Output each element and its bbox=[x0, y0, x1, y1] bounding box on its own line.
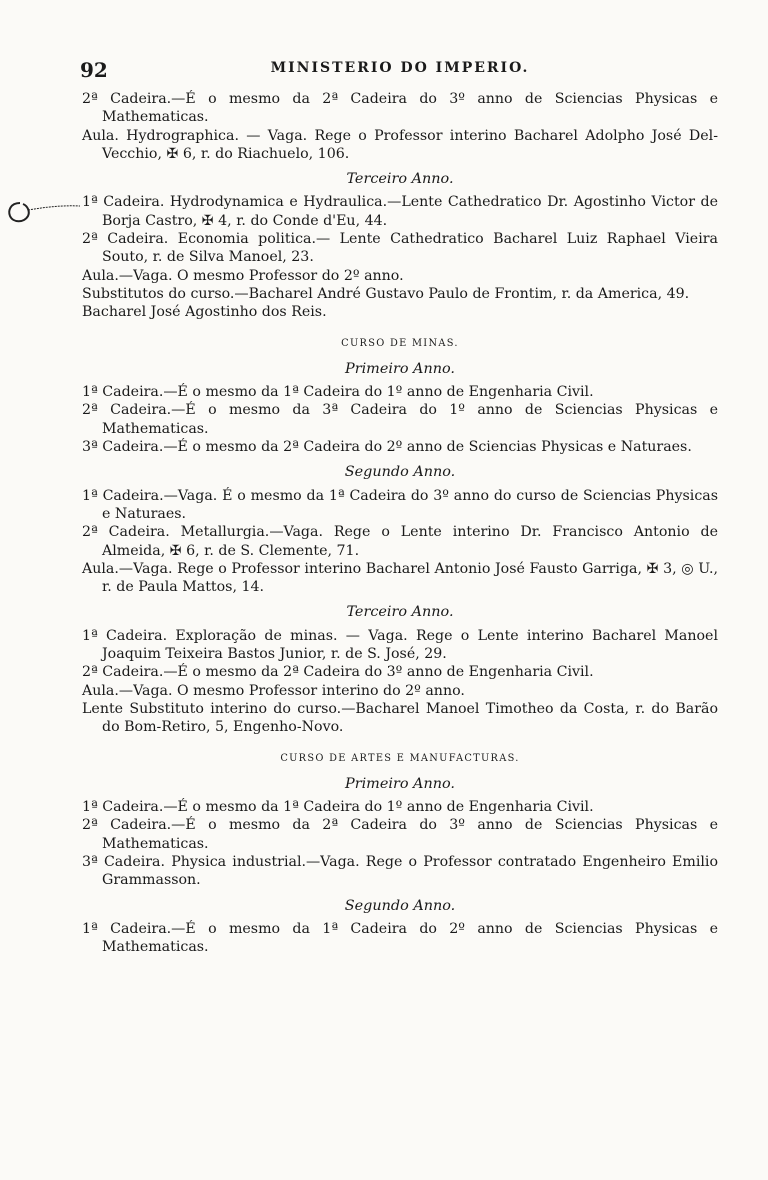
year-subheading: Primeiro Anno. bbox=[345, 775, 455, 792]
directory-entry: 1ª Cadeira. Exploração de minas. — Vaga. Rege o Lente interino Bacharel Manoel Joaquim Teixeira Bastos Junior, r. de S. José, 29. bbox=[82, 627, 718, 663]
directory-entry: Aula.—Vaga. O mesmo Professor interino do 2º anno. bbox=[82, 682, 465, 699]
margin-pen-mark bbox=[6, 197, 84, 227]
directory-entry: Lente Substituto interino do curso.—Bacharel Manoel Timotheo da Costa, r. do Barão do Bom-Retiro, 5, Engenho-Novo. bbox=[82, 700, 718, 736]
document-body bbox=[82, 90, 718, 956]
year-subheading: Terceiro Anno. bbox=[346, 604, 454, 621]
year-subheading: Terceiro Anno. bbox=[346, 171, 454, 188]
directory-entry: 2ª Cadeira.—É o mesmo da 2ª Cadeira do 3º anno de Sciencias Physicas e Mathematicas. bbox=[82, 817, 718, 852]
directory-entry: 1ª Cadeira.—É o mesmo da 1ª Cadeira do 1º anno de Engenharia Civil. bbox=[82, 384, 594, 401]
directory-entry: 2ª Cadeira. Economia politica.— Lente Cathedratico Bacharel Luiz Raphael Vieira Souto, r. de Silva Manoel, 23. bbox=[82, 231, 718, 266]
directory-entry: 2ª Cadeira.—É o mesmo da 2ª Cadeira do 3º anno de Sciencias Physicas e Mathematicas. bbox=[82, 91, 718, 126]
page-number: 92 bbox=[80, 58, 108, 82]
directory-entry: 1ª Cadeira.—É o mesmo da 1ª Cadeira do 2º anno de Sciencias Physicas e Mathematicas. bbox=[82, 920, 718, 956]
directory-entry: Aula. Hydrographica. — Vaga. Rege o Professor interino Bacharel Adolpho José Del-Vecchio, ✠ 6, r. do Riachuelo, 106. bbox=[82, 127, 718, 162]
directory-entry: 2ª Cadeira.—É o mesmo da 3ª Cadeira do 1º anno de Sciencias Physicas e Mathematicas. bbox=[82, 402, 718, 437]
year-subheading: Primeiro Anno. bbox=[345, 360, 455, 377]
directory-entry: 2ª Cadeira.—É o mesmo da 2ª Cadeira do 3º anno de Engenharia Civil. bbox=[82, 664, 594, 681]
year-subheading: Segundo Anno. bbox=[344, 897, 456, 914]
course-section-title: CURSO DE MINAS. bbox=[341, 337, 459, 349]
directory-entry: 2ª Cadeira. Metallurgia.—Vaga. Rege o Lente interino Dr. Francisco Antonio de Almeida, ✠ 6, r. de S. Clemente, 71. bbox=[82, 524, 718, 559]
directory-entry: Aula.—Vaga. O mesmo Professor do 2º anno. bbox=[82, 267, 404, 284]
directory-entry: 3ª Cadeira. Physica industrial.—Vaga. Rege o Professor contratado Engenheiro Emilio Grammasson. bbox=[82, 853, 718, 889]
page-header bbox=[80, 58, 720, 80]
directory-entry: Bacharel José Agostinho dos Reis. bbox=[82, 304, 327, 321]
directory-entry: 1ª Cadeira.—Vaga. É o mesmo da 1ª Cadeira do 3º anno do curso de Sciencias Physicas e Naturaes. bbox=[82, 487, 718, 522]
directory-entry: Substitutos do curso.—Bacharel André Gustavo Paulo de Frontim, r. da America, 49. bbox=[82, 285, 690, 302]
year-subheading: Segundo Anno. bbox=[344, 464, 456, 481]
directory-entry: Aula.—Vaga. Rege o Professor interino Bacharel Antonio José Fausto Garriga, ✠ 3, ◎ U., r. de Paula Mattos, 14. bbox=[82, 560, 718, 596]
course-section-title: CURSO DE ARTES E MANUFACTURAS. bbox=[280, 752, 520, 764]
directory-entry: 3ª Cadeira.—É o mesmo da 2ª Cadeira do 2º anno de Sciencias Physicas e Naturaes. bbox=[82, 439, 692, 456]
directory-entry: 1ª Cadeira. Hydrodynamica e Hydraulica.—Lente Cathedratico Dr. Agostinho Victor de Borja Castro, ✠ 4, r. do Conde d'Eu, 44. bbox=[82, 194, 718, 229]
directory-entry: 1ª Cadeira.—É o mesmo da 1ª Cadeira do 1º anno de Engenharia Civil. bbox=[82, 799, 594, 816]
running-head: MINISTERIO DO IMPERIO. bbox=[270, 60, 530, 76]
